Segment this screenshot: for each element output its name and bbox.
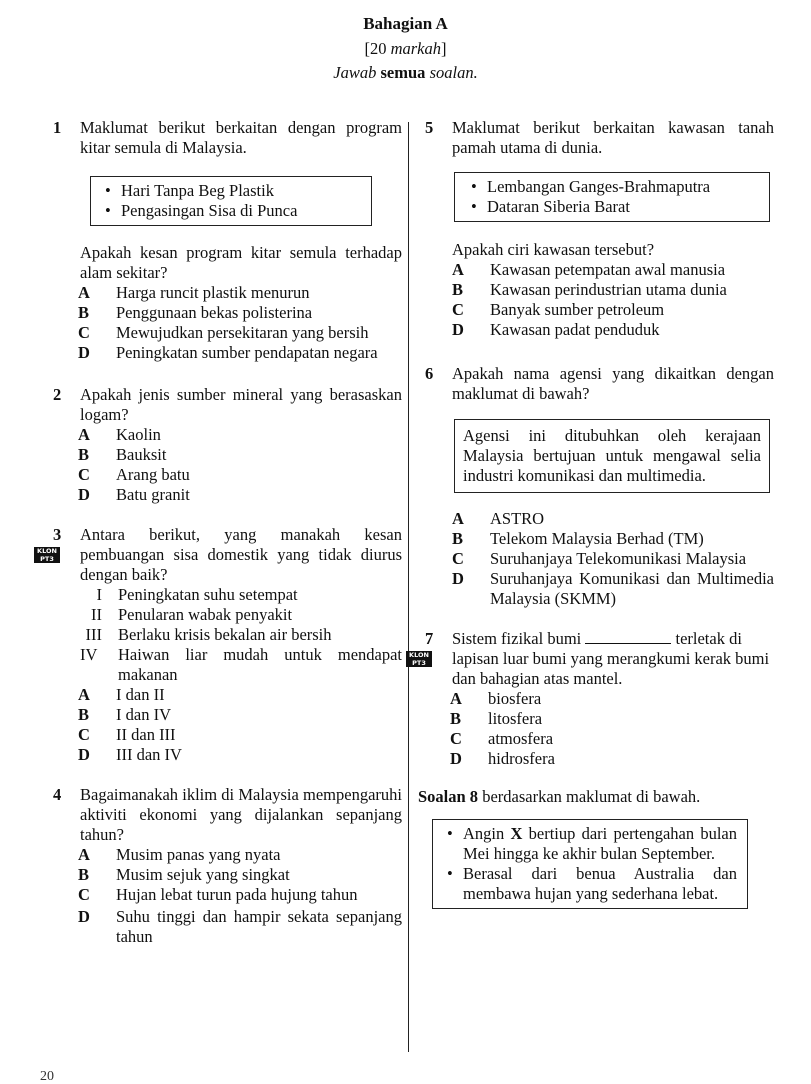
option-c[interactable]: C Mewujudkan persekitaran yang bersih [78, 323, 369, 342]
option-b[interactable]: B Kawasan perindustrian utama dunia [452, 280, 727, 299]
question-5 [422, 118, 774, 340]
option-d[interactable]: D Batu granit [78, 485, 190, 504]
klon-pt3-badge: KLON PT3 [406, 651, 432, 667]
question-number: 3 [53, 525, 62, 544]
question-stem: Maklumat berikut berkaitan kawasan tanah pamah utama di dunia. [452, 118, 774, 157]
section-instruction: Jawab semua soalan. [333, 63, 478, 82]
option-b[interactable]: B Bauksit [78, 445, 167, 464]
question-stem: Bagaimanakah iklim di Malaysia mempengaruhi aktiviti ekonomi yang dijalankan sepanjang tahun? [80, 785, 402, 844]
column-divider [408, 122, 409, 1052]
option-d[interactable]: D III dan IV [78, 745, 182, 764]
info-box [90, 176, 372, 226]
section-title: Bahagian A [363, 14, 448, 33]
question-1 [50, 118, 402, 363]
option-a[interactable]: A Harga runcit plastik menurun [78, 283, 310, 302]
question-stem: Antara berikut, yang manakah kesan pembuangan sisa domestik yang tidak diurus dengan baik? [80, 525, 402, 584]
option-d[interactable]: D Kawasan padat penduduk [452, 320, 660, 339]
option-a[interactable]: A Kaolin [78, 425, 161, 444]
question-number: 5 [425, 118, 434, 137]
option-d[interactable]: D hidrosfera [450, 749, 555, 768]
option-d[interactable]: D Peningkatan sumber pendapatan negara [78, 343, 378, 362]
question-number: 6 [425, 364, 434, 383]
info-box [432, 819, 748, 909]
question-prompt: Apakah kesan program kitar semula terhadap alam sekitar? [80, 243, 402, 282]
option-b[interactable]: B Penggunaan bekas polisterina [78, 303, 313, 322]
question-number: 4 [53, 785, 62, 804]
answer-blank [585, 630, 671, 644]
option-c[interactable]: C Hujan lebat turun pada hujung tahun [78, 885, 358, 904]
option-a[interactable]: A Musim panas yang nyata [78, 845, 281, 864]
section-marks: [20 markah] [364, 39, 447, 58]
option-b[interactable]: B Telekom Malaysia Berhad (TM) [452, 529, 704, 548]
info-bullet: • Dataran Siberia Barat [467, 197, 757, 217]
option-a[interactable]: A biosfera [450, 689, 542, 708]
question-stem: Maklumat berikut berkaitan dengan program kitar semula di Malaysia. [80, 118, 402, 157]
question-stem: Apakah jenis sumber mineral yang berasaskan logam? [80, 385, 402, 424]
left-column [37, 118, 402, 947]
question-number: 7 [425, 629, 434, 648]
info-bullet: • Lembangan Ganges-Brahmaputra [467, 177, 757, 197]
statement-i: I Peningkatan suhu setempat [96, 585, 298, 604]
klon-pt3-badge: KLON PT3 [34, 547, 60, 563]
option-c[interactable]: C Suruhanjaya Telekomunikasi Malaysia [452, 549, 747, 568]
option-b[interactable]: B litosfera [450, 709, 543, 728]
question-7 [409, 629, 774, 769]
question-2 [50, 385, 402, 505]
info-bullet: • Angin X bertiup dari pertengahan bulan Mei hingga ke akhir bulan September. [443, 824, 737, 864]
option-a[interactable]: A I dan II [78, 685, 165, 704]
option-d[interactable]: D Suhu tinggi dan hampir sekata sepanjang tahun [78, 907, 402, 946]
info-bullet: • Pengasingan Sisa di Punca [101, 201, 361, 221]
right-column [409, 118, 774, 909]
option-c[interactable]: C atmosfera [450, 729, 554, 748]
question-4 [50, 785, 402, 947]
option-c[interactable]: C II dan III [78, 725, 176, 744]
question-number: 1 [53, 118, 62, 137]
question-number: 2 [53, 385, 62, 404]
info-bullet: • Hari Tanpa Beg Plastik [101, 181, 361, 201]
option-a[interactable]: A Kawasan petempatan awal manusia [452, 260, 726, 279]
info-bullet: • Berasal dari benua Australia dan membawa hujan yang sederhana lebat. [443, 864, 737, 904]
option-d[interactable]: D Suruhanjaya Komunikasi dan Multimedia Malaysia (SKMM) [452, 569, 774, 608]
question-6 [422, 364, 774, 609]
option-b[interactable]: B Musim sejuk yang singkat [78, 865, 290, 884]
statement-ii: II Penularan wabak penyakit [91, 605, 293, 624]
statement-iii: III Berlaku krisis bekalan air bersih [85, 625, 332, 644]
page-number: 20 [40, 1069, 54, 1084]
question-stem: Apakah nama agensi yang dikaitkan dengan maklumat di bawah? [452, 364, 774, 403]
info-box: Agensi ini ditubuhkan oleh kerajaan Malaysia bertujuan untuk mengawal selia industri komunikasi dan multimedia. [454, 419, 770, 493]
option-c[interactable]: C Arang batu [78, 465, 190, 484]
option-a[interactable]: A ASTRO [452, 509, 545, 528]
option-c[interactable]: C Banyak sumber petroleum [452, 300, 665, 319]
option-b[interactable]: B I dan IV [78, 705, 171, 724]
question-3 [37, 525, 402, 765]
statement-iv: IV Haiwan liar mudah untuk mendapat makanan [80, 645, 402, 684]
question-stem: Sistem fizikal bumi terletak di lapisan luar bumi yang merangkumi kerak bumi dan bahagian atas mantel. [452, 629, 770, 688]
question-prompt: Apakah ciri kawasan tersebut? [452, 240, 655, 259]
info-box [454, 172, 770, 222]
question-8-intro: Soalan 8 berdasarkan maklumat di bawah. [418, 787, 701, 806]
